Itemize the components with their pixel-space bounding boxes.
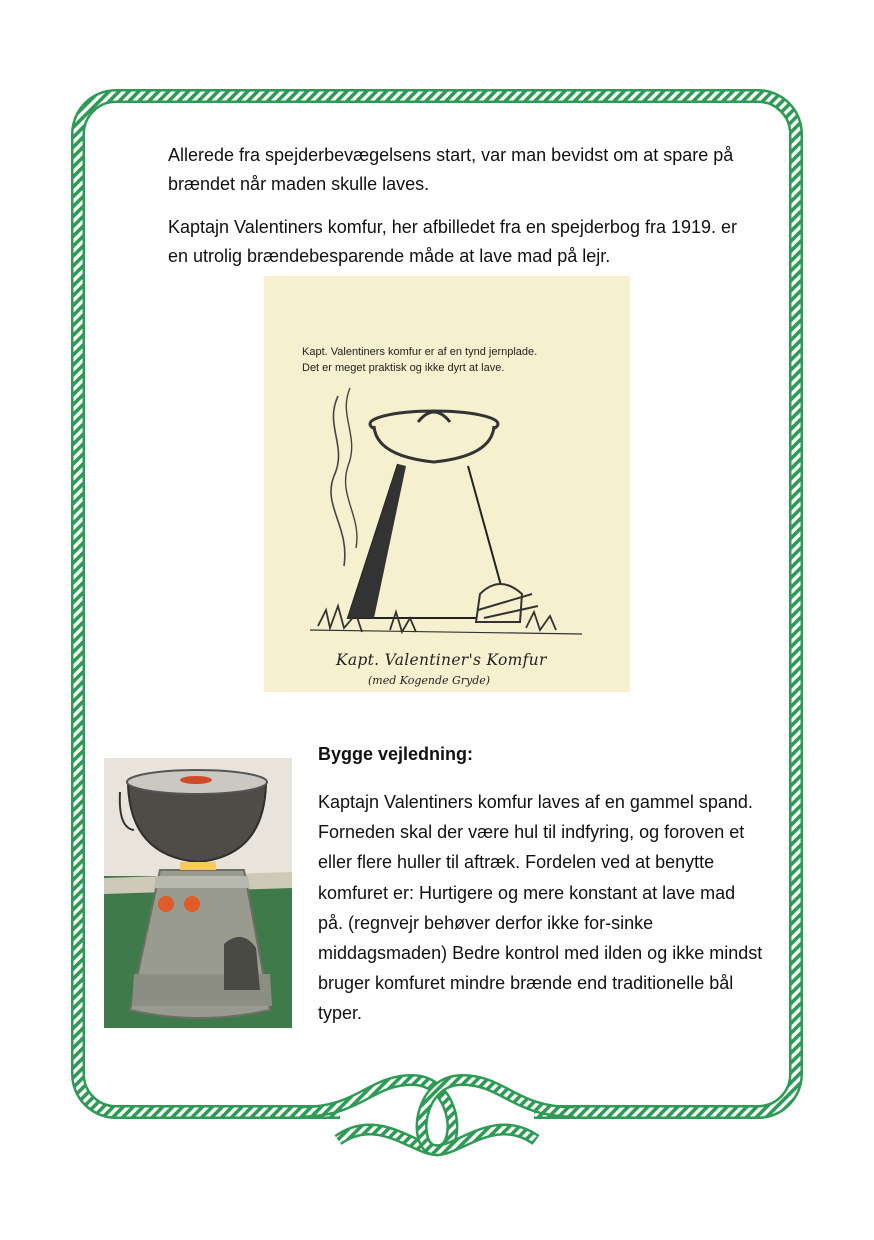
intro-paragraph-1: Allerede fra spejderbevægelsens start, var man bevidst om at spare på brændet når maden skulle laves. bbox=[168, 145, 734, 194]
sketch-caption-line-1: Kapt. Valentiners komfur er af en tynd jernplade. bbox=[302, 346, 538, 358]
guide-heading: Bygge vejledning: bbox=[318, 744, 474, 764]
guide-body: Kaptajn Valentiners komfur laves af en gammel spand. Forneden skal der være hul til indfyring, og foroven et eller flere huller til aftræk. Fordelen ved at benytte komfuret er: Hurtigere og mere konstant at lave mad på. (regnvejr behøver derfor ikke for-sinke middagsmaden) Bedre kontrol med ilden og ikke mindst bruger komfuret mindre brænde end traditionelle bål typer. bbox=[318, 792, 763, 1024]
sketch-handwritten-title: Kapt. Valentiner's Komfur bbox=[336, 651, 547, 669]
intro-paragraph-2: Kaptajn Valentiners komfur, her afbilledet fra en spejderbog fra 1919. er en utrolig brændebesparende måde at lave mad på lejr. bbox=[168, 217, 738, 266]
modern-stove-photo bbox=[104, 758, 292, 1028]
historical-stove-sketch bbox=[264, 276, 630, 692]
stove-drawing bbox=[264, 276, 630, 692]
reef-knot-icon bbox=[300, 1080, 574, 1150]
sketch-caption-line-2: Det er meget praktisk og ikke dyrt at lave. bbox=[302, 362, 505, 374]
sketch-handwritten-subtitle: (med Kogende Gryde) bbox=[368, 674, 491, 687]
